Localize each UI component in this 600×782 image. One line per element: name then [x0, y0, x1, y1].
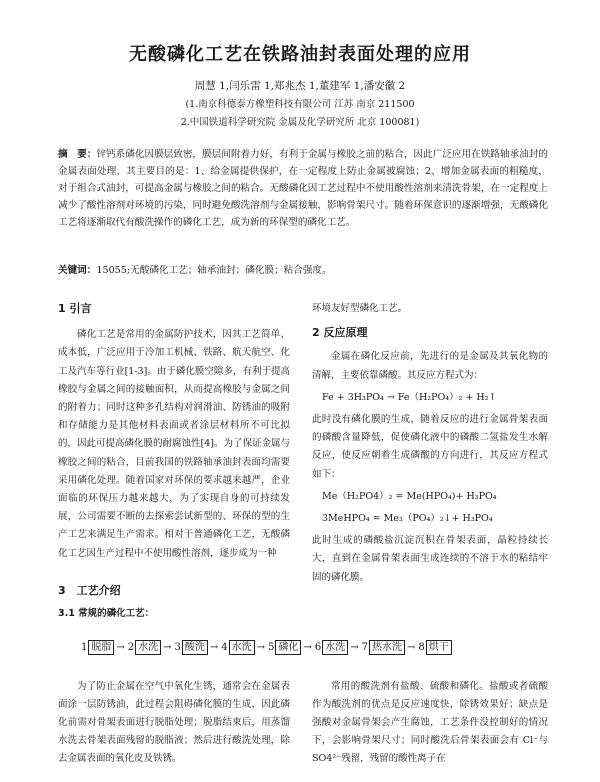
equation-1: Fe + 3H₃PO₄ → Fe（H₂PO₄）₂ + H₂↑ — [322, 391, 497, 403]
flow-step-number: 2 — [127, 642, 135, 653]
arrow-icon: → — [406, 642, 416, 653]
flow-step-6 — [314, 640, 348, 655]
principle-paragraph-2: 此时没有磷化膜的生成，随着反应的进行金属骨架表面的磷酸含量降低，促使磷化液中的磷酸二氢盐发生水解反应，使反应朝着生成磷酸的方向进行，其反应方程式如下： — [312, 414, 548, 480]
keywords-label: 关键词： — [58, 265, 97, 276]
arrow-icon: → — [303, 642, 312, 653]
arrow-icon: → — [209, 642, 219, 653]
principle-paragraph-3: 此时生成的磷酸盐沉淀沉积在骨架表面，晶粒持续长大，直到在金属骨架表面生成连续的不溶于水的粘结牢固的磷化膜。 — [312, 535, 548, 583]
arrow-icon: → — [256, 642, 266, 653]
flow-step-8 — [417, 640, 451, 655]
bottom-right-text: 常用的酸洗剂有盐酸、硫酸和磷化。盐酸或者硫酸作为酸洗剂的优点是反应速度快，除锈效果好；缺点是强酸对金属骨架会产生腐蚀，工艺条件没控制好的情况下，会影响骨架尺寸；同时酸洗后骨架表面会有 Cl⁻与 SO4²⁻残留，残留的酸性离子在 — [312, 681, 548, 764]
equation-3: 3MeHPO₄ = Me₃（PO₄）₂↓+ H₃PO₄ — [322, 513, 493, 525]
principle-heading: 2 反应原理 — [312, 326, 368, 340]
bottom-right-paragraph — [312, 678, 548, 768]
flow-step-box: 水洗 — [322, 640, 348, 655]
flow-step-number: 6 — [314, 642, 322, 653]
flow-step-number: 7 — [361, 642, 368, 653]
principle-paragraph: 金属在磷化反应前，先进行的是金属及其氧化物的清解，主要依靠磷酸。其反应方程式为： — [312, 351, 548, 381]
flow-step-box: 磷化 — [275, 640, 301, 655]
flow-step-number: 3 — [174, 642, 181, 653]
equation-2: Me（H₂PO4）₂ = Me(HPO₄)+ H₃PO₄ — [322, 490, 497, 502]
flow-step-number: 4 — [221, 642, 228, 653]
process-subheading: 3.1 常规的磷化工艺： — [58, 608, 155, 619]
intro-heading: 1 引言 — [58, 302, 92, 315]
bottom-left-paragraph — [58, 678, 290, 768]
arrow-icon: → — [116, 642, 125, 653]
abstract — [58, 146, 548, 231]
flow-step-box: 水洗 — [229, 640, 255, 655]
bottom-left-text: 为了防止金属在空气中氧化生锈，通常会在金属表面涂一层防锈油，此过程会阻碍磷化膜的生成，因此磷化前需对骨架表面进行脱脂处理；脱脂结束后，用蒸馏水洗去骨架表面残留的脱脂液；然后进行酸洗处理，除去金属表面的氧化皮及铁锈。 — [58, 681, 290, 764]
flow-step-number: 1 — [81, 642, 88, 653]
left-column — [58, 300, 290, 563]
flow-step-box: 脱脂 — [88, 640, 114, 655]
keywords-text: 15055;无酸磷化工艺；轴承油封；磷化膜；粘合强度。 — [96, 265, 332, 276]
flow-step-4 — [220, 640, 254, 655]
flow-step-box: 水洗 — [135, 640, 161, 655]
affiliation-1: (1.南京科德泰方橡塑科技有限公司 江苏 南京 211500 — [185, 99, 415, 110]
flow-step-3 — [174, 640, 208, 655]
right-column — [312, 300, 548, 587]
flow-step-2 — [127, 640, 161, 655]
flow-step-box: 酸洗 — [182, 640, 208, 655]
author-list: 周慧 1,闫乐雷 1,郑兆杰 1,董建军 1,潘安徽 2 — [194, 80, 406, 92]
process-flow — [80, 640, 452, 655]
flow-step-number: 5 — [268, 642, 275, 653]
flow-step-box: 热水洗 — [369, 640, 405, 655]
flow-step-7 — [361, 640, 405, 655]
process-heading: 3 工艺介绍 — [58, 584, 121, 597]
flow-step-5 — [267, 640, 301, 655]
flow-step-box: 烘干 — [426, 640, 452, 655]
abstract-text: 锌钙系磷化因膜层致密，膜层间附着力好，有利于金属与橡胶之前的粘合，因此广泛应用在铁路轴承油封的金属表面处理，其主要目的是：1、给金属提供保护，在一定程度上防止金属被腐蚀；2、增加金属表面的粗糙度，对于组合式油封，可提高金属与橡胶之间的粘合。无酸磷化因工艺过程中不使用酸性溶剂来清洗骨架，在一定程度上减少了酸性溶剂对环境的污染，同时避免酸洗溶剂与金属接触，影响骨架尺寸。随着环保意识的逐渐增强，无酸磷化工艺将逐渐取代有酸洗操作的磷化工艺，成为新的环保型的磷化工艺。 — [58, 149, 549, 228]
intro-paragraph: 磷化工艺是常用的金属防护技术，因其工艺简单、成本低，广泛应用于冷加工机械、铁路、航天航空、化工及汽车等行业[1-3]。由于磷化膜空隙多，有利于提高橡胶与金属之间的接触面积，从而提高橡胶与金属之间的附着力；同时这种多孔结构对润滑油、防锈油的吸附和存储能力是其他材料表面或者涂层材料所不可比拟的，因此可提高磷化膜的耐腐蚀性[4]。为了保证金属与橡胶之间的粘合，目前我国的铁路轴承油封表面均需要采用磷化处理。随着国家对环保的要求越来越严，企业面临的环保压力越来越大，为了实现自身的可持续发展，公司需要不断的去探索尝试新型的、环保的型的生产工艺来满足生产需求。相对于普通磷化工艺，无酸磷化工艺因生产过程中不使用酸性溶剂，逐步成为一种 — [58, 329, 290, 559]
affiliation-2: 2.中国铁道科学研究院 金属及化学研究所 北京 100081) — [180, 117, 420, 128]
flow-step-1 — [80, 640, 114, 655]
arrow-icon: → — [350, 642, 359, 653]
abstract-label: 摘 要： — [58, 149, 97, 160]
paper-title: 无酸磷化工艺在铁路油封表面处理的应用 — [129, 44, 471, 65]
flow-step-number: 8 — [418, 642, 425, 653]
intro-continuation: 环境友好型磷化工艺。 — [312, 303, 408, 314]
keywords — [58, 262, 548, 276]
arrow-icon: → — [163, 642, 172, 653]
